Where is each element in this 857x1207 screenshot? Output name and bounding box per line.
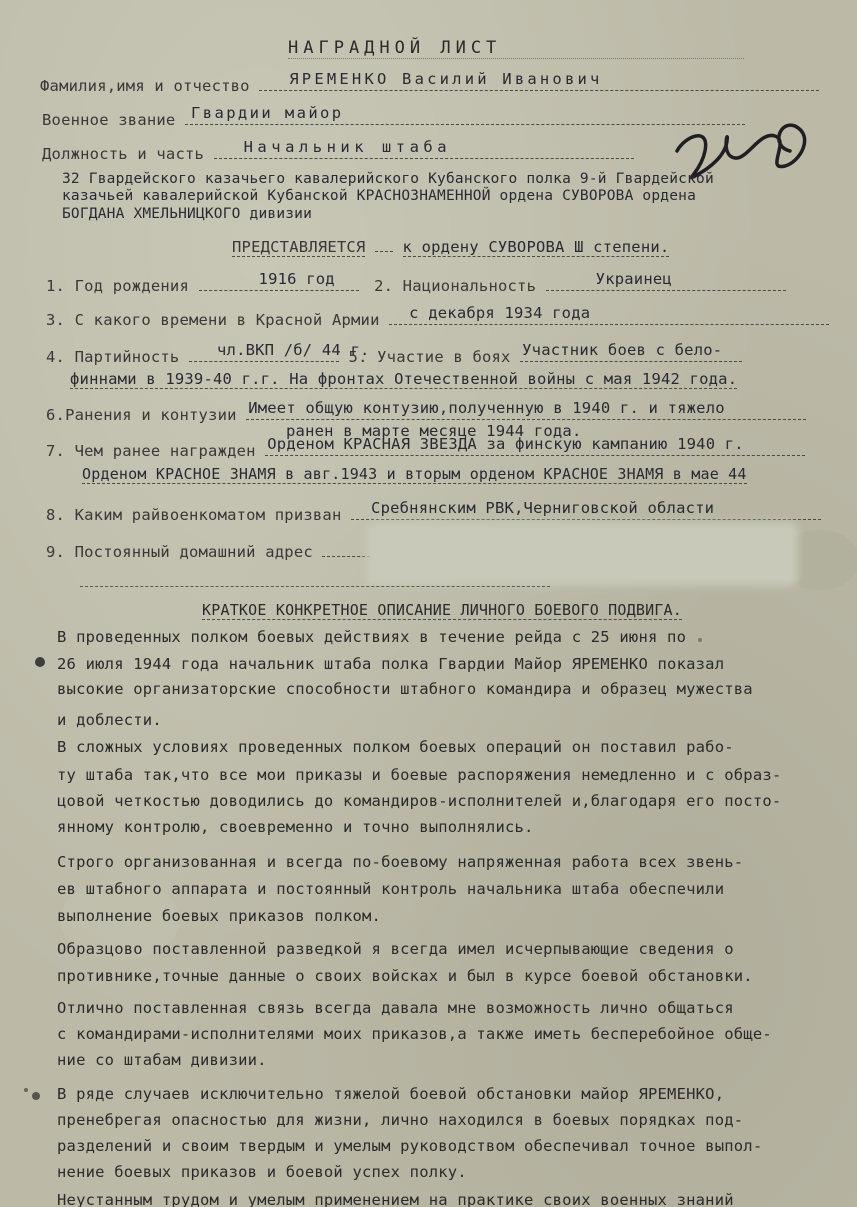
name-row [40, 70, 819, 96]
nationality-underline [546, 270, 786, 291]
presented-row [232, 237, 669, 257]
body-line: с командирами-исполнителями моих приказов,а также иметь бесперебойное обще- [57, 1025, 772, 1043]
rank-label: Военное звание [42, 111, 176, 129]
item-5-cont-row [70, 369, 737, 389]
body-line: ние со штабам дивизии. [57, 1051, 267, 1069]
body-line: В ряде случаев исключительно тяжелой боевой обстановки майор ЯРЕМЕНКО, [57, 1085, 725, 1103]
presented-label: ПРЕДСТАВЛЯЕТСЯ [232, 238, 366, 256]
party-value: чл.ВКП /б/ 44 г. [217, 341, 370, 359]
unit-line-2: казачьей кавалерийской Кубанской КРАСНОЗНАМЕННОЙ ордена СУВОРОВА ордена [62, 188, 697, 204]
rank-value: Гвардии майор [191, 104, 344, 122]
birth-year-value: 1916 год [258, 270, 335, 288]
unit-line-1: 32 Гвардейского казачьего кавалерийского Кубанского полка 9-й Гвардейской [62, 171, 714, 187]
army-since-value: с декабря 1934 года [409, 304, 591, 322]
post-label: Должность и часть [42, 145, 205, 163]
wounds-continued: ранен в марте месяце 1944 года. [286, 422, 582, 440]
item-4-5-row [46, 341, 742, 367]
body-line: разделений и своим твердым и умелым руководством обеспечивал точное выпол- [57, 1137, 763, 1155]
post-value: Начальник штаба [243, 138, 452, 156]
awards-value: Орденом КРАСНАЯ ЗВЕЗДА за финскую кампанию 1940 г. [267, 435, 744, 453]
item-7-cont-row [82, 464, 747, 484]
wounds-value: Имеет общую контузию,полученную в 1940 г. и тяжело [248, 399, 725, 417]
nationality-value: Украинец [595, 270, 672, 288]
party-label: 4. Партийность [46, 348, 180, 366]
body-line: янному контролю, своевременно и точно выполнялись. [57, 818, 534, 836]
redacted-address [372, 528, 792, 580]
name-label: Фамилия,имя и отчество [40, 77, 250, 95]
army-since-label: 3. С какого времени в Красной Армии [46, 311, 380, 329]
wounds-underline [246, 399, 806, 420]
name-value: ЯРЕМЕНКО Василий Иванович [289, 70, 603, 88]
address-line-2 [80, 586, 550, 587]
battles-value: Участник боев с бело- [522, 341, 723, 359]
awards-underline [265, 435, 805, 456]
body-line: выполнение боевых приказов полком. [57, 907, 382, 925]
name-underline [259, 70, 819, 91]
title-underline [288, 58, 744, 59]
presented-gap [375, 251, 393, 252]
party-underline [189, 341, 370, 362]
enlist-office-label: 8. Каким райвоенкоматом призван [46, 506, 342, 524]
body-line: 26 июля 1944 года начальник штаба полка Гвардии Майор ЯРЕМЕНКО показал [57, 655, 725, 673]
nationality-label: 2. Национальность [374, 277, 537, 295]
body-line: Неустанным трудом и умелым применением на практике своих военных знаний [57, 1191, 734, 1207]
birth-year-label: 1. Год рождения [46, 277, 189, 295]
awards-label: 7. Чем ранее награжден [46, 442, 256, 460]
item-8-row [46, 499, 821, 525]
home-address-label: 9. Постоянный домашний адрес [46, 543, 313, 561]
body-line: В сложных условиях проведенных полком боевых операций он поставил рабо- [57, 738, 734, 756]
battles-underline [520, 341, 742, 362]
birth-year-underline [199, 270, 359, 291]
feat-title [202, 600, 682, 620]
body-line: Отлично поставленная связь всегда давала мне возможность лично общаться [57, 999, 734, 1017]
body-line: Строго организованная и всегда по-боевому напряженная работа всех звень- [57, 853, 744, 871]
body-line: цовой четкостью доводились до командиров-исполнителей и,благодаря его посто- [57, 792, 782, 810]
post-row [42, 138, 634, 164]
body-line: пренебрегая опасностью для жизни, лично находился в боевых порядках под- [57, 1111, 744, 1129]
item-1-2-row [46, 270, 786, 296]
body-line: ту штаба так,что все мои приказы и боевые распоряжения немедленно и с образ- [57, 766, 782, 784]
enlist-office-value: Сребнянским РВК,Черниговской области [371, 499, 715, 517]
awards-continued: Орденом КРАСНОЕ ЗНАМЯ в авг.1943 и вторым орденом КРАСНОЕ ЗНАМЯ в мае 44 [82, 465, 747, 483]
army-since-underline [389, 304, 829, 325]
post-underline [214, 138, 634, 159]
wounds-label: 6.Ранения и контузии [46, 406, 237, 424]
body-line: Образцово поставленной разведкой я всегда имел исчерпывающие сведения о [57, 940, 734, 958]
body-line: высокие организаторские способности штабного командира и образец мужества [57, 680, 753, 698]
battles-continued: финнами в 1939-40 г.г. На фронтах Отечественной войны с мая 1942 года. [70, 370, 738, 388]
body-line: ев штабного аппарата и постоянный контроль начальника штаба обеспечили [57, 880, 725, 898]
battles-label: 5. Участие в боях [348, 348, 511, 366]
item-7-row [46, 435, 805, 461]
enlist-office-underline [351, 499, 821, 520]
body-line: В проведенных полком боевых действиях в течение рейда с 25 июня по [57, 628, 687, 646]
body-line: и доблести. [57, 711, 162, 729]
body-line: нение боевых приказов и боевой успех полку. [57, 1163, 467, 1181]
item-3-row [46, 304, 829, 330]
feat-title-text: КРАТКОЕ КОНКРЕТНОЕ ОПИСАНИЕ ЛИЧНОГО БОЕВОГО ПОДВИГА. [202, 601, 682, 619]
unit-line-3: БОГДАНА ХМЕЛЬНИЦКОГО дивизии [62, 206, 313, 222]
body-line: противнике,точные данные о своих войсках и был в курсе боевой обстановки. [57, 967, 753, 985]
presented-value: к ордену СУВОРОВА Ш степени. [402, 238, 670, 256]
document-title: НАГРАДНОЙ ЛИСТ [288, 38, 502, 58]
rank-row [42, 104, 745, 130]
rank-underline [185, 104, 745, 125]
